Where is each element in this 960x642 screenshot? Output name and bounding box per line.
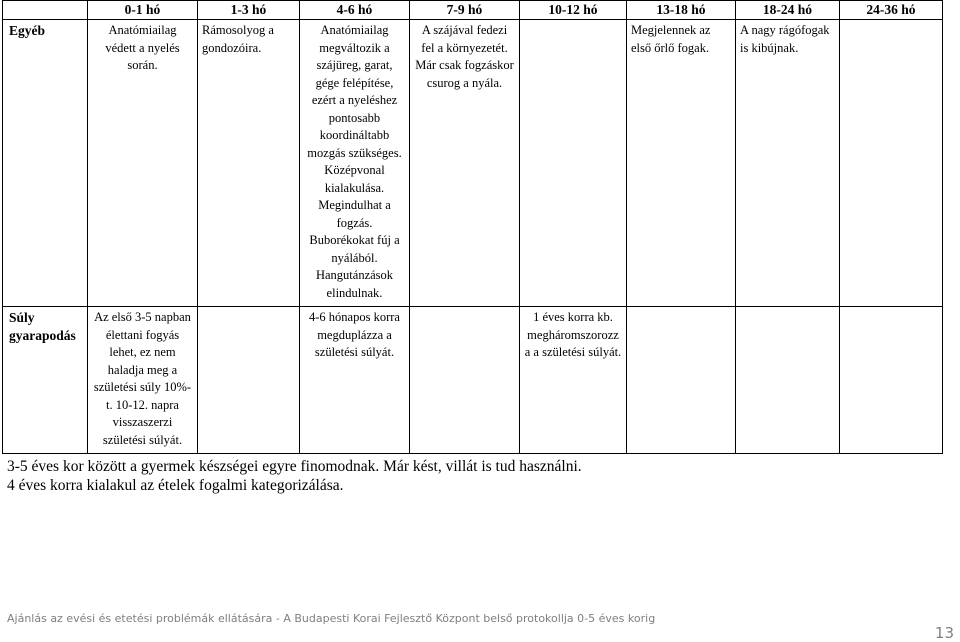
header-cell-7-9: 7-9 hó [410,1,520,20]
table-cell [627,307,736,454]
header-cell-0-1: 0-1 hó [88,1,198,20]
table-cell: A nagy rágófogak is kibújnak. [736,20,840,307]
table-cell [410,307,520,454]
page-footer: Ajánlás az evési és etetési problémák ellátására - A Budapesti Korai Fejlesztő Központ belső protokollja 0-5 éves korig [7,612,656,625]
table-row-suly [3,307,943,454]
table-cell: Megjelennek az első őrlő fogak. [627,20,736,307]
header-cell-empty [3,1,88,20]
table-cell: Rámosolyog a gondozóira. [198,20,300,307]
header-cell-1-3: 1-3 hó [198,1,300,20]
table-cell: Anatómiailag védett a nyelés során. [88,20,198,307]
table-cell: Az első 3-5 napban élettani fogyás lehet, ez nem haladja meg a születési súly 10%-t. 10-12. napra visszaszerzi születési súlyát. [88,307,198,454]
table-cell: 1 éves korra kb. megháromszorozz a a születési súlyát. [520,307,627,454]
note-line-2: 4 éves korra kialakul az ételek fogalmi kategorizálása. [7,477,344,494]
row-label: Egyéb [3,20,88,307]
table-row-egyeb [3,20,943,307]
table-cell: A szájával fedezi fel a környezetét. Már csak fogzáskor csurog a nyála. [410,20,520,307]
table-cell: Anatómiailag megváltozik a szájüreg, garat, gége felépítése, ezért a nyeléshez pontosabb koordináltabb mozgás szükséges. Középvonal kialakulása. Megindulhat a fogzás. Buborékokat fúj a nyálából. Hangutánzások elindulnak. [300,20,410,307]
note-line-1: 3-5 éves kor között a gyermek készségei egyre finomodnak. Már kést, villát is tud használni. [7,458,582,475]
table-cell [198,307,300,454]
development-table [2,0,943,454]
table-cell [840,20,943,307]
header-cell-18-24: 18-24 hó [736,1,840,20]
header-cell-4-6: 4-6 hó [300,1,410,20]
table-cell [736,307,840,454]
page-number: 13 [934,624,954,642]
header-row [3,1,943,20]
header-cell-24-36: 24-36 hó [840,1,943,20]
header-cell-10-12: 10-12 hó [520,1,627,20]
table-cell: 4-6 hónapos korra megduplázza a születési súlyát. [300,307,410,454]
header-cell-13-18: 13-18 hó [627,1,736,20]
table-cell [520,20,627,307]
row-label: Súly gyarapodás [3,307,88,454]
table-cell [840,307,943,454]
